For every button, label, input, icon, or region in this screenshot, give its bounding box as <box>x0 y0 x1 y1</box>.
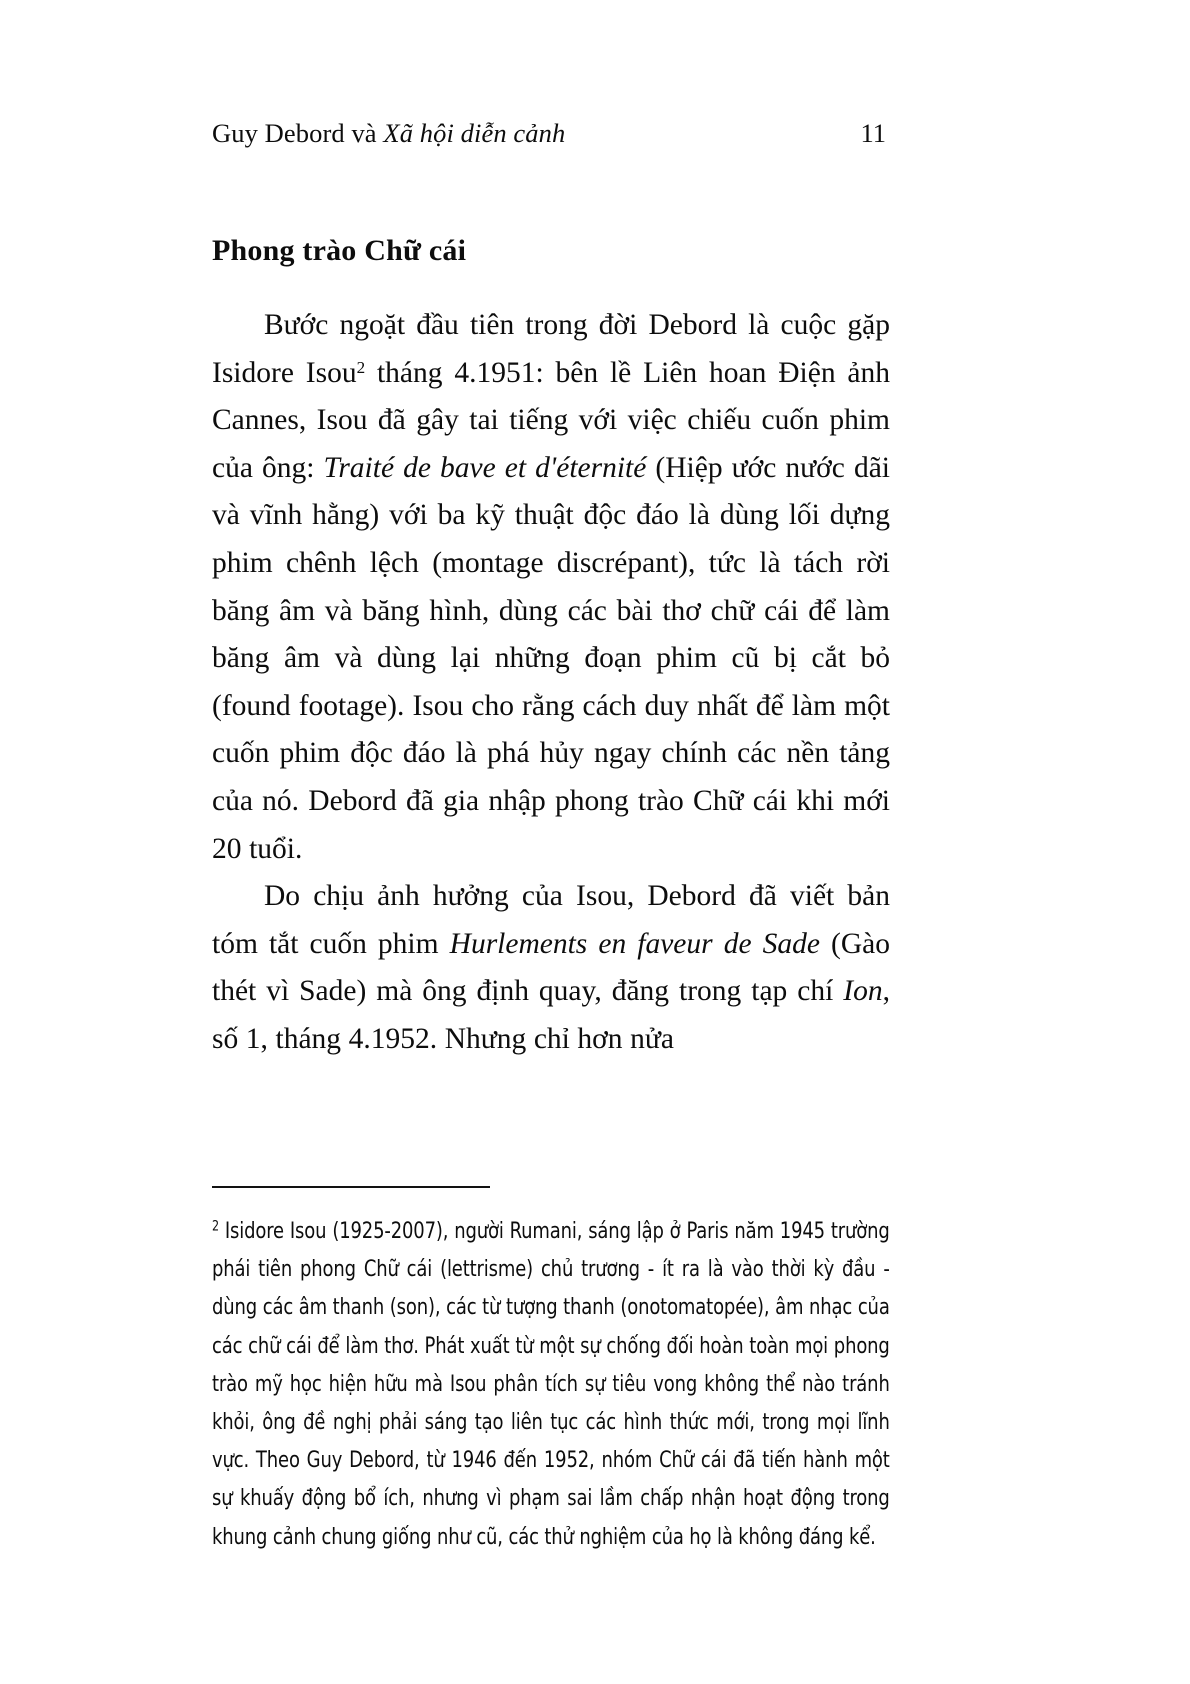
footnote-area <box>212 1186 890 1556</box>
running-header-author: Guy Debord và <box>212 118 384 148</box>
par2-run-2: (Gào thét vì Sade) mà ông định quay, đăng trong tạp chí <box>212 927 891 1008</box>
film-title-hurlements: Hurlements en faveur de Sade <box>449 927 820 960</box>
par1-run-2: tháng 4.1951: bên lề Liên hoan Điện ảnh Cannes, Isou đã gây tai tiếng với việc chiếu cuốn phim của ông: <box>212 356 891 484</box>
footnote-separator-rule <box>212 1186 490 1188</box>
par2-run-1: Do chịu ảnh hưởng của Isou, Debord đã viết bản tóm tắt cuốn phim <box>212 880 890 960</box>
page-number: 11 <box>860 118 886 148</box>
page-text-column <box>212 118 890 1064</box>
film-title-traite: Traité de bave et d'éternité <box>323 451 647 484</box>
paragraph-2 <box>212 873 890 1063</box>
body-text <box>212 302 890 1064</box>
par1-run-1: Bước ngoặt đầu tiên trong đời Debord là cuộc gặp Isidore Isou <box>212 309 890 389</box>
footnote-number: 2 <box>212 1218 219 1235</box>
journal-title-ion: Ion <box>843 975 883 1008</box>
footnote-marker-inline[interactable]: 2 <box>356 357 366 377</box>
running-header-book-title: Xã hội diễn cảnh <box>383 118 566 148</box>
footnote-2 <box>212 1212 890 1556</box>
footnote-body: Isidore Isou (1925-2007), người Rumani, sáng lập ở Paris năm 1945 trường phái tiên phong Chữ cái (lettrisme) chủ trương - ít ra là vào thời kỳ đầu - dùng các âm thanh (son), các từ tượng thanh (onotomatopée), âm nhạc của các chữ cái để làm thơ. Phát xuất từ một sự chống đối hoàn toàn mọi phong trào mỹ học hiện hữu mà Isou phân tích sự tiêu vong không thể nào tránh khỏi, ông đề nghị phải sáng tạo liên tục các hình thức mới, trong mọi lĩnh vực. Theo Guy Debord, từ 1946 đến 1952, nhóm Chữ cái đã tiến hành một sự khuấy động bổ ích, nhưng vì phạm sai lầm chấp nhận hoạt động trong khung cảnh chung giống như cũ, các thử nghiệm của họ là không đáng kể. <box>212 1218 890 1550</box>
paragraph-1 <box>212 302 890 873</box>
par2-run-3: , số 1, tháng 4.1952. Nhưng chỉ hơn nửa <box>212 975 890 1055</box>
running-header-title <box>212 118 565 149</box>
running-header <box>212 118 890 162</box>
par1-run-3: (Hiệp ước nước dãi và vĩnh hằng) với ba kỹ thuật độc đáo là dùng lối dựng phim chênh lệch (montage discrépant), tức là tách rời băng âm và băng hình, dùng các bài thơ chữ cái để làm băng âm và dùng lại những đoạn phim cũ bị cắt bỏ (found footage). Isou cho rằng cách duy nhất để làm một cuốn phim độc đáo là phá hủy ngay chính các nền tảng của nó. Debord đã gia nhập phong trào Chữ cái khi mới 20 tuổi. <box>212 451 890 865</box>
section-heading: Phong trào Chữ cái <box>212 234 467 267</box>
